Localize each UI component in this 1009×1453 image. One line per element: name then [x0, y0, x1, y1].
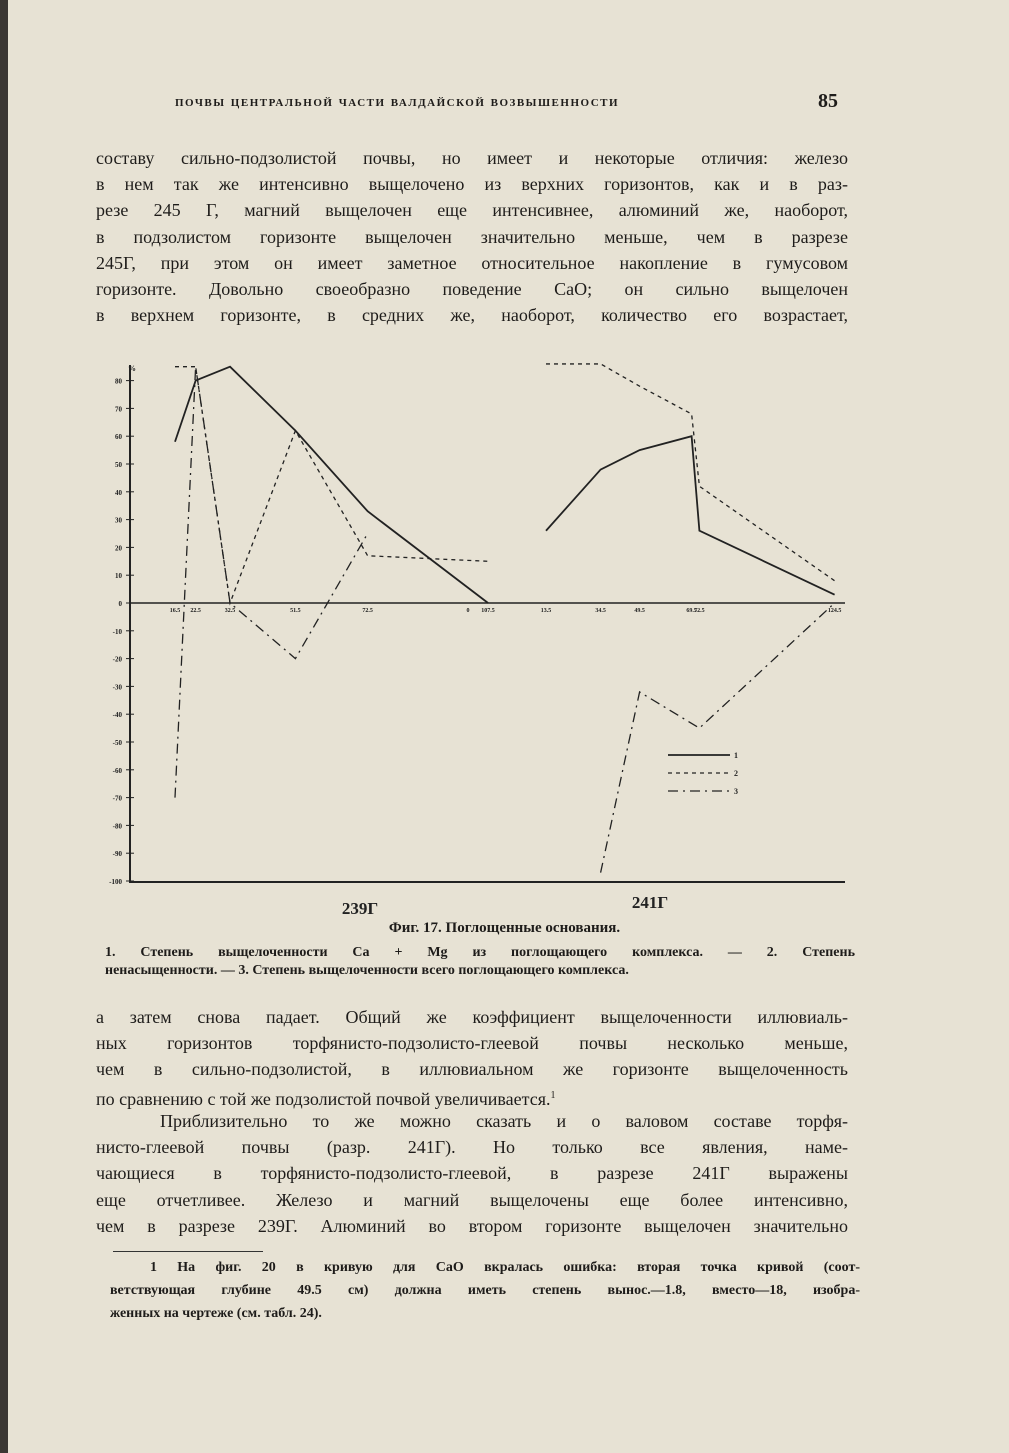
y-tick-label: -40	[112, 711, 122, 720]
footnote-mark: 1	[550, 1089, 556, 1101]
y-tick-label: 10	[115, 572, 122, 581]
y-tick-label: -70	[112, 794, 122, 803]
x-tick-label-241: 124.5	[827, 608, 842, 614]
y-tick-label: 70	[115, 405, 122, 414]
text-line: чающиеся в торфянисто-подзолисто-глеевой, в разрезе 241Г выражены	[96, 1163, 848, 1184]
series-2-line	[546, 364, 835, 581]
page-header	[0, 90, 1009, 122]
y-tick-label: -30	[112, 683, 122, 692]
y-tick-label: -90	[112, 850, 122, 859]
footnote-line: 1 На фиг. 20 в кривую для CaO вкралась ошибка: вторая точка кривой (соот-	[150, 1260, 860, 1275]
y-tick-label: 30	[115, 516, 122, 525]
legend-line: ненасыщенности. — 3. Степень выщелоченности всего поглощающего комплекса.	[105, 963, 629, 978]
profile-label-241: 241Г	[631, 893, 669, 912]
footnote-line: ветствующая глубине 49.5 см) должна иметь степень вынос.—1.8, вместо—18, изобра-	[110, 1283, 860, 1298]
y-tick-label: -10	[112, 627, 122, 636]
legend-label-2: 2	[734, 769, 738, 778]
text-line: чем в разрезе 239Г. Алюминий во втором горизонте выщелочен значительно	[96, 1215, 848, 1236]
y-tick-label: 80	[115, 377, 122, 386]
paragraph-1	[96, 145, 848, 328]
x-tick-label-241: 69.5	[686, 608, 697, 614]
page-edge	[0, 0, 8, 1453]
legend-label-3: 3	[734, 787, 738, 796]
profile-label-239: 239Г	[341, 899, 379, 915]
x-tick-label-239: 72.5	[362, 608, 373, 614]
text-line: чем в сильно-подзолистой, в иллювиальном же горизонте выщелоченность	[96, 1059, 848, 1080]
text-line: резе 245 Г, магний выщелочен еще интенсивнее, алюминий же, наоборот,	[96, 200, 848, 221]
paragraph-3	[96, 1108, 848, 1239]
series-1-line	[546, 436, 835, 594]
footnote-line: женных на чертеже (см. табл. 24).	[110, 1306, 322, 1321]
text-line: в нем так же интенсивно выщелочено из верхних горизонтов, как и в раз-	[96, 174, 848, 195]
legend-line: 1. Степень выщелоченности Ca + Mg из поглощающего комплекса. — 2. Степень	[105, 945, 855, 960]
y-tick-label: -60	[112, 766, 122, 775]
x-tick-label-239: 107.5	[481, 608, 495, 614]
running-head: почвы центральной части валдайской возвышенности	[175, 94, 620, 110]
series-1-line	[175, 367, 488, 603]
legend-label-1: 1	[734, 751, 738, 760]
y-tick-label: 40	[115, 488, 122, 497]
text-line: нисто-глеевой почвы (разр. 241Г). Но только все явления, наме-	[96, 1137, 848, 1158]
figure-17	[100, 355, 860, 915]
text-line-content: по сравнению с той же подзолистой почвой увеличивается.	[96, 1088, 551, 1109]
x-tick-label-239: 32.5	[224, 608, 236, 614]
text-line: а затем снова падает. Общий же коэффициент выщелоченности иллювиаль-	[96, 1007, 848, 1027]
x-tick-label-241: 72.5	[694, 608, 705, 614]
y-tick-label: -100	[109, 878, 122, 886]
footnote	[110, 1256, 860, 1325]
x-tick-label-241: 34.5	[595, 608, 606, 614]
text-line: в верхнем горизонте, в средних же, наоборот, количество его возрастает,	[96, 305, 848, 326]
text-line: Приблизительно то же можно сказать и о валовом составе торфя-	[160, 1111, 848, 1131]
text-line: горизонте. Довольно своеобразно поведение CaO; он сильно выщелочен	[96, 279, 848, 300]
y-tick-label: 50	[115, 461, 122, 469]
series-3-line	[601, 603, 835, 873]
series-3-line	[175, 367, 368, 798]
y-tick-label: 0	[118, 600, 122, 608]
figure-caption: Фиг. 17. Поглощенные основания.	[388, 920, 621, 936]
y-tick-label: -20	[112, 655, 122, 664]
text-line: еще отчетливее. Железо и магний выщелочены еще более интенсивно,	[96, 1189, 848, 1210]
page-number: 85	[818, 90, 838, 112]
x-tick-label-239: 22.5	[190, 608, 201, 614]
text-line: ных горизонтов торфянисто-подзолисто-глеевой почвы несколько меньше,	[96, 1033, 848, 1054]
paragraph-2	[96, 1004, 848, 1112]
leaching-chart	[100, 355, 860, 915]
y-tick-label: -80	[112, 822, 122, 831]
x-tick-label-241: 49.5	[634, 608, 645, 614]
y-tick-label: 20	[115, 544, 122, 553]
footnote-rule	[113, 1251, 263, 1252]
text-line: в подзолистом горизонте выщелочен значительно меньше, чем в разрезе	[96, 226, 848, 247]
text-line: составу сильно-подзолистой почвы, но имеет и некоторые отличия: железо	[96, 148, 848, 168]
percent-label: %	[128, 364, 136, 373]
figure-legend-text	[105, 944, 855, 980]
x-tick-label-239: 51.5	[290, 608, 301, 614]
x-tick-label-239: 0	[466, 608, 470, 614]
y-tick-label: -50	[112, 739, 122, 747]
text-line: 245Г, при этом он имеет заметное относительное накопление в гумусовом	[96, 252, 848, 273]
x-tick-label-239: 16.5	[169, 608, 181, 614]
x-tick-label-241: 13.5	[540, 608, 552, 614]
y-tick-label: 60	[115, 433, 122, 442]
